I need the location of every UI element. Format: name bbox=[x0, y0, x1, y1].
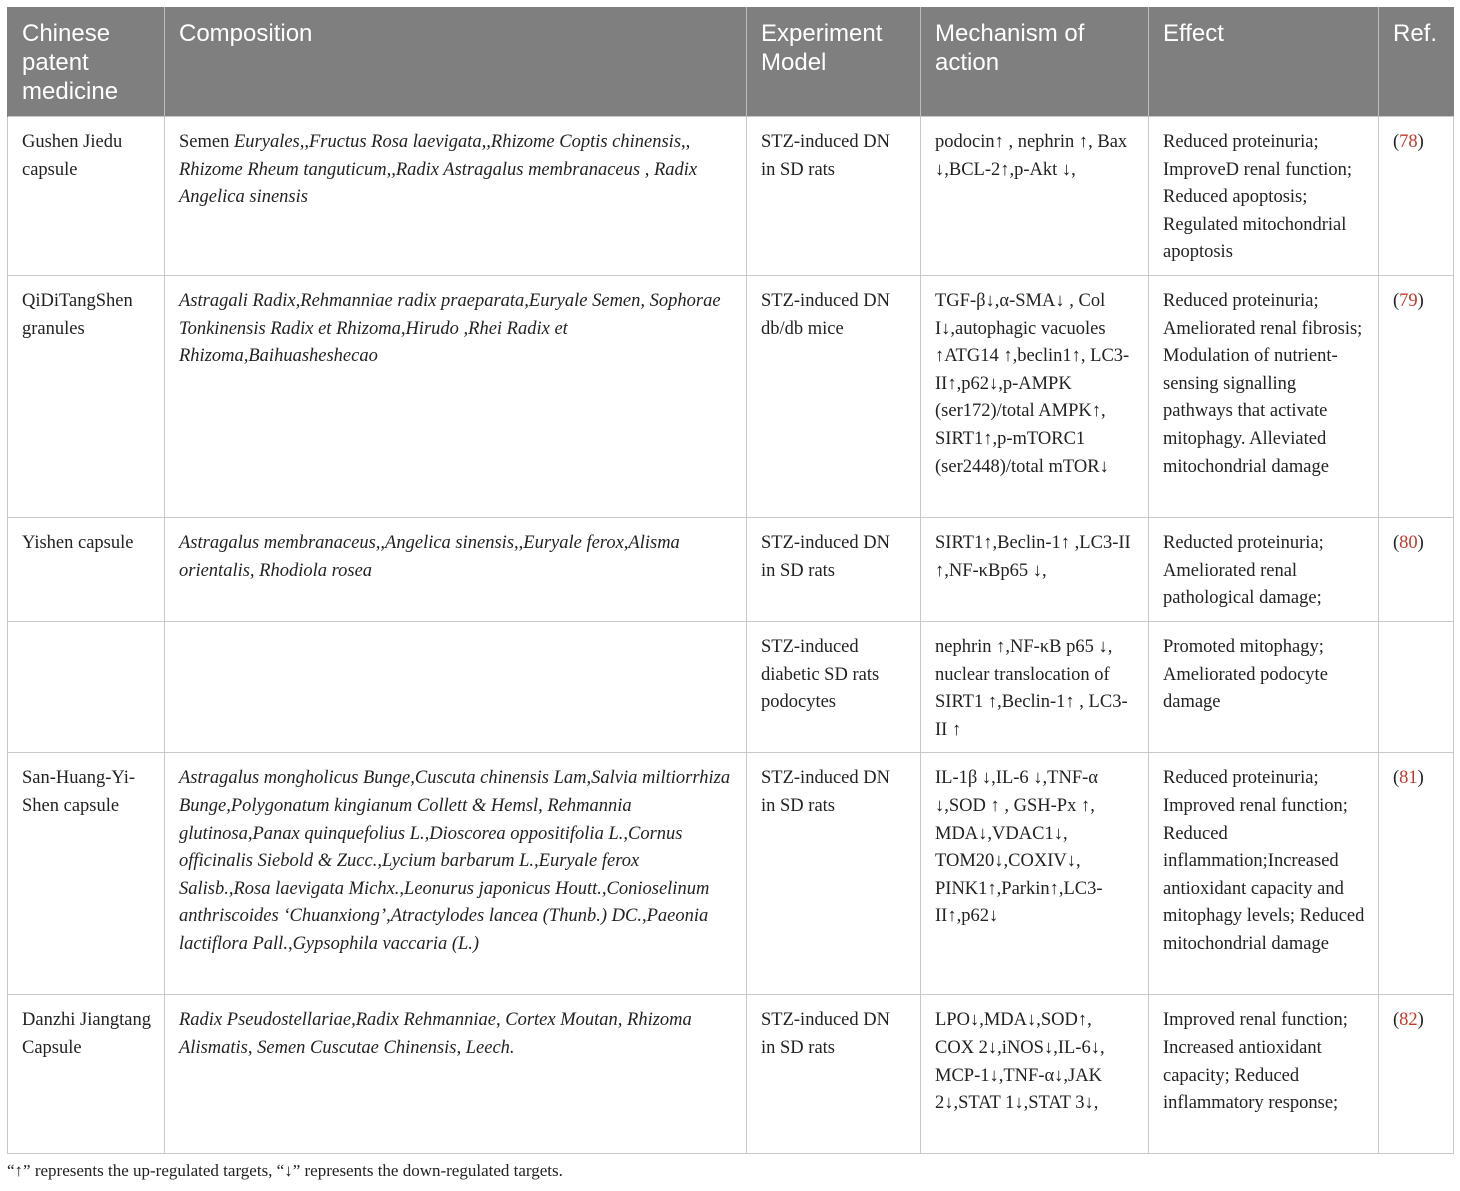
cell-effect: Improved renal function; Increased antioxidant capacity; Reduced inflammatory response; bbox=[1149, 995, 1379, 1154]
header-experiment-model: Experiment Model bbox=[747, 7, 921, 117]
ref-link[interactable]: 82 bbox=[1399, 1010, 1418, 1031]
cell-composition: Astragalus mongholicus Bunge,Cuscuta chinensis Lam,Salvia miltiorrhiza Bunge,Polygonatum kingianum Collett & Hemsl, Rehmannia glutinosa,Panax quinquefolius L.,Dioscorea oppositifolia L.,Cornus officinalis Siebold & Zucc.,Lycium barbarum L.,Euryale ferox Salisb.,Rosa laevigata Michx.,Leonurus japonicus Houtt.,Conioselinum anthriscoides ‘Chuanxiong’,Atractylodes lancea (Thunb.) DC.,Paeonia lactiflora Pall.,Gypsophila vaccaria (L.) bbox=[165, 753, 747, 995]
composition-text: Euryales,,Fructus Rosa laevigata,,Rhizome Coptis chinensis,, Rhizome Rheum tanguticum,,Radix Astragalus membranaceus , Radix Angelica sinensis bbox=[179, 132, 698, 208]
ref-link[interactable]: 81 bbox=[1399, 768, 1418, 789]
cell-composition bbox=[165, 621, 747, 752]
cell-ref: (81) bbox=[1379, 753, 1454, 995]
table-row bbox=[8, 117, 1454, 276]
cell-ref: (82) bbox=[1379, 995, 1454, 1154]
cell-composition: Astragalus membranaceus,,Angelica sinensis,,Euryale ferox,Alisma orientalis, Rhodiola rosea bbox=[165, 517, 747, 621]
header-row bbox=[8, 7, 1454, 117]
cell-mechanism: SIRT1↑,Beclin-1↑ ,LC3-II ↑,NF-κBp65 ↓, bbox=[921, 517, 1149, 621]
table-row bbox=[8, 995, 1454, 1154]
header-composition: Composition bbox=[165, 7, 747, 117]
cell-effect: Reduced proteinuria; Ameliorated renal fibrosis; Modulation of nutrient-sensing signalling pathways that activate mitophagy. Alleviated mitochondrial damage bbox=[1149, 275, 1379, 517]
cell-ref: (80) bbox=[1379, 517, 1454, 621]
cell-mechanism: nephrin ↑,NF-κB p65 ↓, nuclear translocation of SIRT1 ↑,Beclin-1↑ , LC3-II ↑ bbox=[921, 621, 1149, 752]
ref-link[interactable]: 80 bbox=[1399, 532, 1418, 553]
cell-medicine bbox=[8, 621, 165, 752]
header-effect: Effect bbox=[1149, 7, 1379, 117]
header-mechanism: Mechanism of action bbox=[921, 7, 1149, 117]
cell-model: STZ-induced DN in SD rats bbox=[747, 753, 921, 995]
cell-mechanism: IL-1β ↓,IL-6 ↓,TNF-α ↓,SOD ↑ , GSH-Px ↑, MDA↓,VDAC1↓, TOM20↓,COXIV↓, PINK1↑,Parkin↑,LC3-II↑,p62↓ bbox=[921, 753, 1149, 995]
header-ref: Ref. bbox=[1379, 7, 1454, 117]
cell-mechanism: LPO↓,MDA↓,SOD↑, COX 2↓,iNOS↓,IL-6↓, MCP-1↓,TNF-α↓,JAK 2↓,STAT 1↓,STAT 3↓, bbox=[921, 995, 1149, 1154]
cell-medicine: QiDiTangShen granules bbox=[8, 275, 165, 517]
composition-prefix: Semen bbox=[179, 132, 234, 152]
ref-link[interactable]: 79 bbox=[1399, 290, 1418, 311]
table-row bbox=[8, 275, 1454, 517]
cell-composition bbox=[165, 117, 747, 276]
table-row bbox=[8, 753, 1454, 995]
cell-model: STZ-induced diabetic SD rats podocytes bbox=[747, 621, 921, 752]
cell-model: STZ-induced DN in SD rats bbox=[747, 117, 921, 276]
cell-model: STZ-induced DN in SD rats bbox=[747, 517, 921, 621]
cell-medicine: Danzhi Jiangtang Capsule bbox=[8, 995, 165, 1154]
ref-link[interactable]: 78 bbox=[1399, 132, 1418, 152]
cell-ref: (79) bbox=[1379, 275, 1454, 517]
cell-medicine: Gushen Jiedu capsule bbox=[8, 117, 165, 276]
cell-model: STZ-induced DN in SD rats bbox=[747, 995, 921, 1154]
header-medicine: Chinese patent medicine bbox=[8, 7, 165, 117]
cell-effect: Reducted proteinuria; Ameliorated renal pathological damage; bbox=[1149, 517, 1379, 621]
table-footnote: “↑” represents the up-regulated targets, “↓” represents the down-regulated targets. bbox=[7, 1161, 563, 1180]
cell-mechanism: podocin↑ , nephrin ↑, Bax ↓,BCL-2↑,p-Akt ↓, bbox=[921, 117, 1149, 276]
cell-composition: Radix Pseudostellariae,Radix Rehmanniae, Cortex Moutan, Rhizoma Alismatis, Semen Cuscutae Chinensis, Leech. bbox=[165, 995, 747, 1154]
cell-effect: Reduced proteinuria; ImproveD renal function; Reduced apoptosis; Regulated mitochondrial apoptosis bbox=[1149, 117, 1379, 276]
cell-effect: Reduced proteinuria; Improved renal function; Reduced inflammation;Increased antioxidant capacity and mitophagy levels; Reduced mitochondrial damage bbox=[1149, 753, 1379, 995]
cell-medicine: San-Huang-Yi-Shen capsule bbox=[8, 753, 165, 995]
cell-model: STZ-induced DN db/db mice bbox=[747, 275, 921, 517]
table-row bbox=[8, 517, 1454, 621]
cell-ref bbox=[1379, 621, 1454, 752]
cell-mechanism: TGF-β↓,α-SMA↓ , Col I↓,autophagic vacuoles ↑ATG14 ↑,beclin1↑, LC3-II↑,p62↓,p-AMPK (ser172)/total AMPK↑, SIRT1↑,p-mTORC1 (ser2448)/total mTOR↓ bbox=[921, 275, 1149, 517]
cell-medicine: Yishen capsule bbox=[8, 517, 165, 621]
cell-ref: (78) bbox=[1379, 117, 1454, 276]
cell-effect: Promoted mitophagy; Ameliorated podocyte damage bbox=[1149, 621, 1379, 752]
table-container bbox=[7, 7, 1453, 1154]
table-row bbox=[8, 621, 1454, 752]
data-table bbox=[7, 7, 1454, 1154]
cell-composition: Astragali Radix,Rehmanniae radix praeparata,Euryale Semen, Sophorae Tonkinensis Radix et Rhizoma,Hirudo ,Rhei Radix et Rhizoma,Baihuasheshecao bbox=[165, 275, 747, 517]
